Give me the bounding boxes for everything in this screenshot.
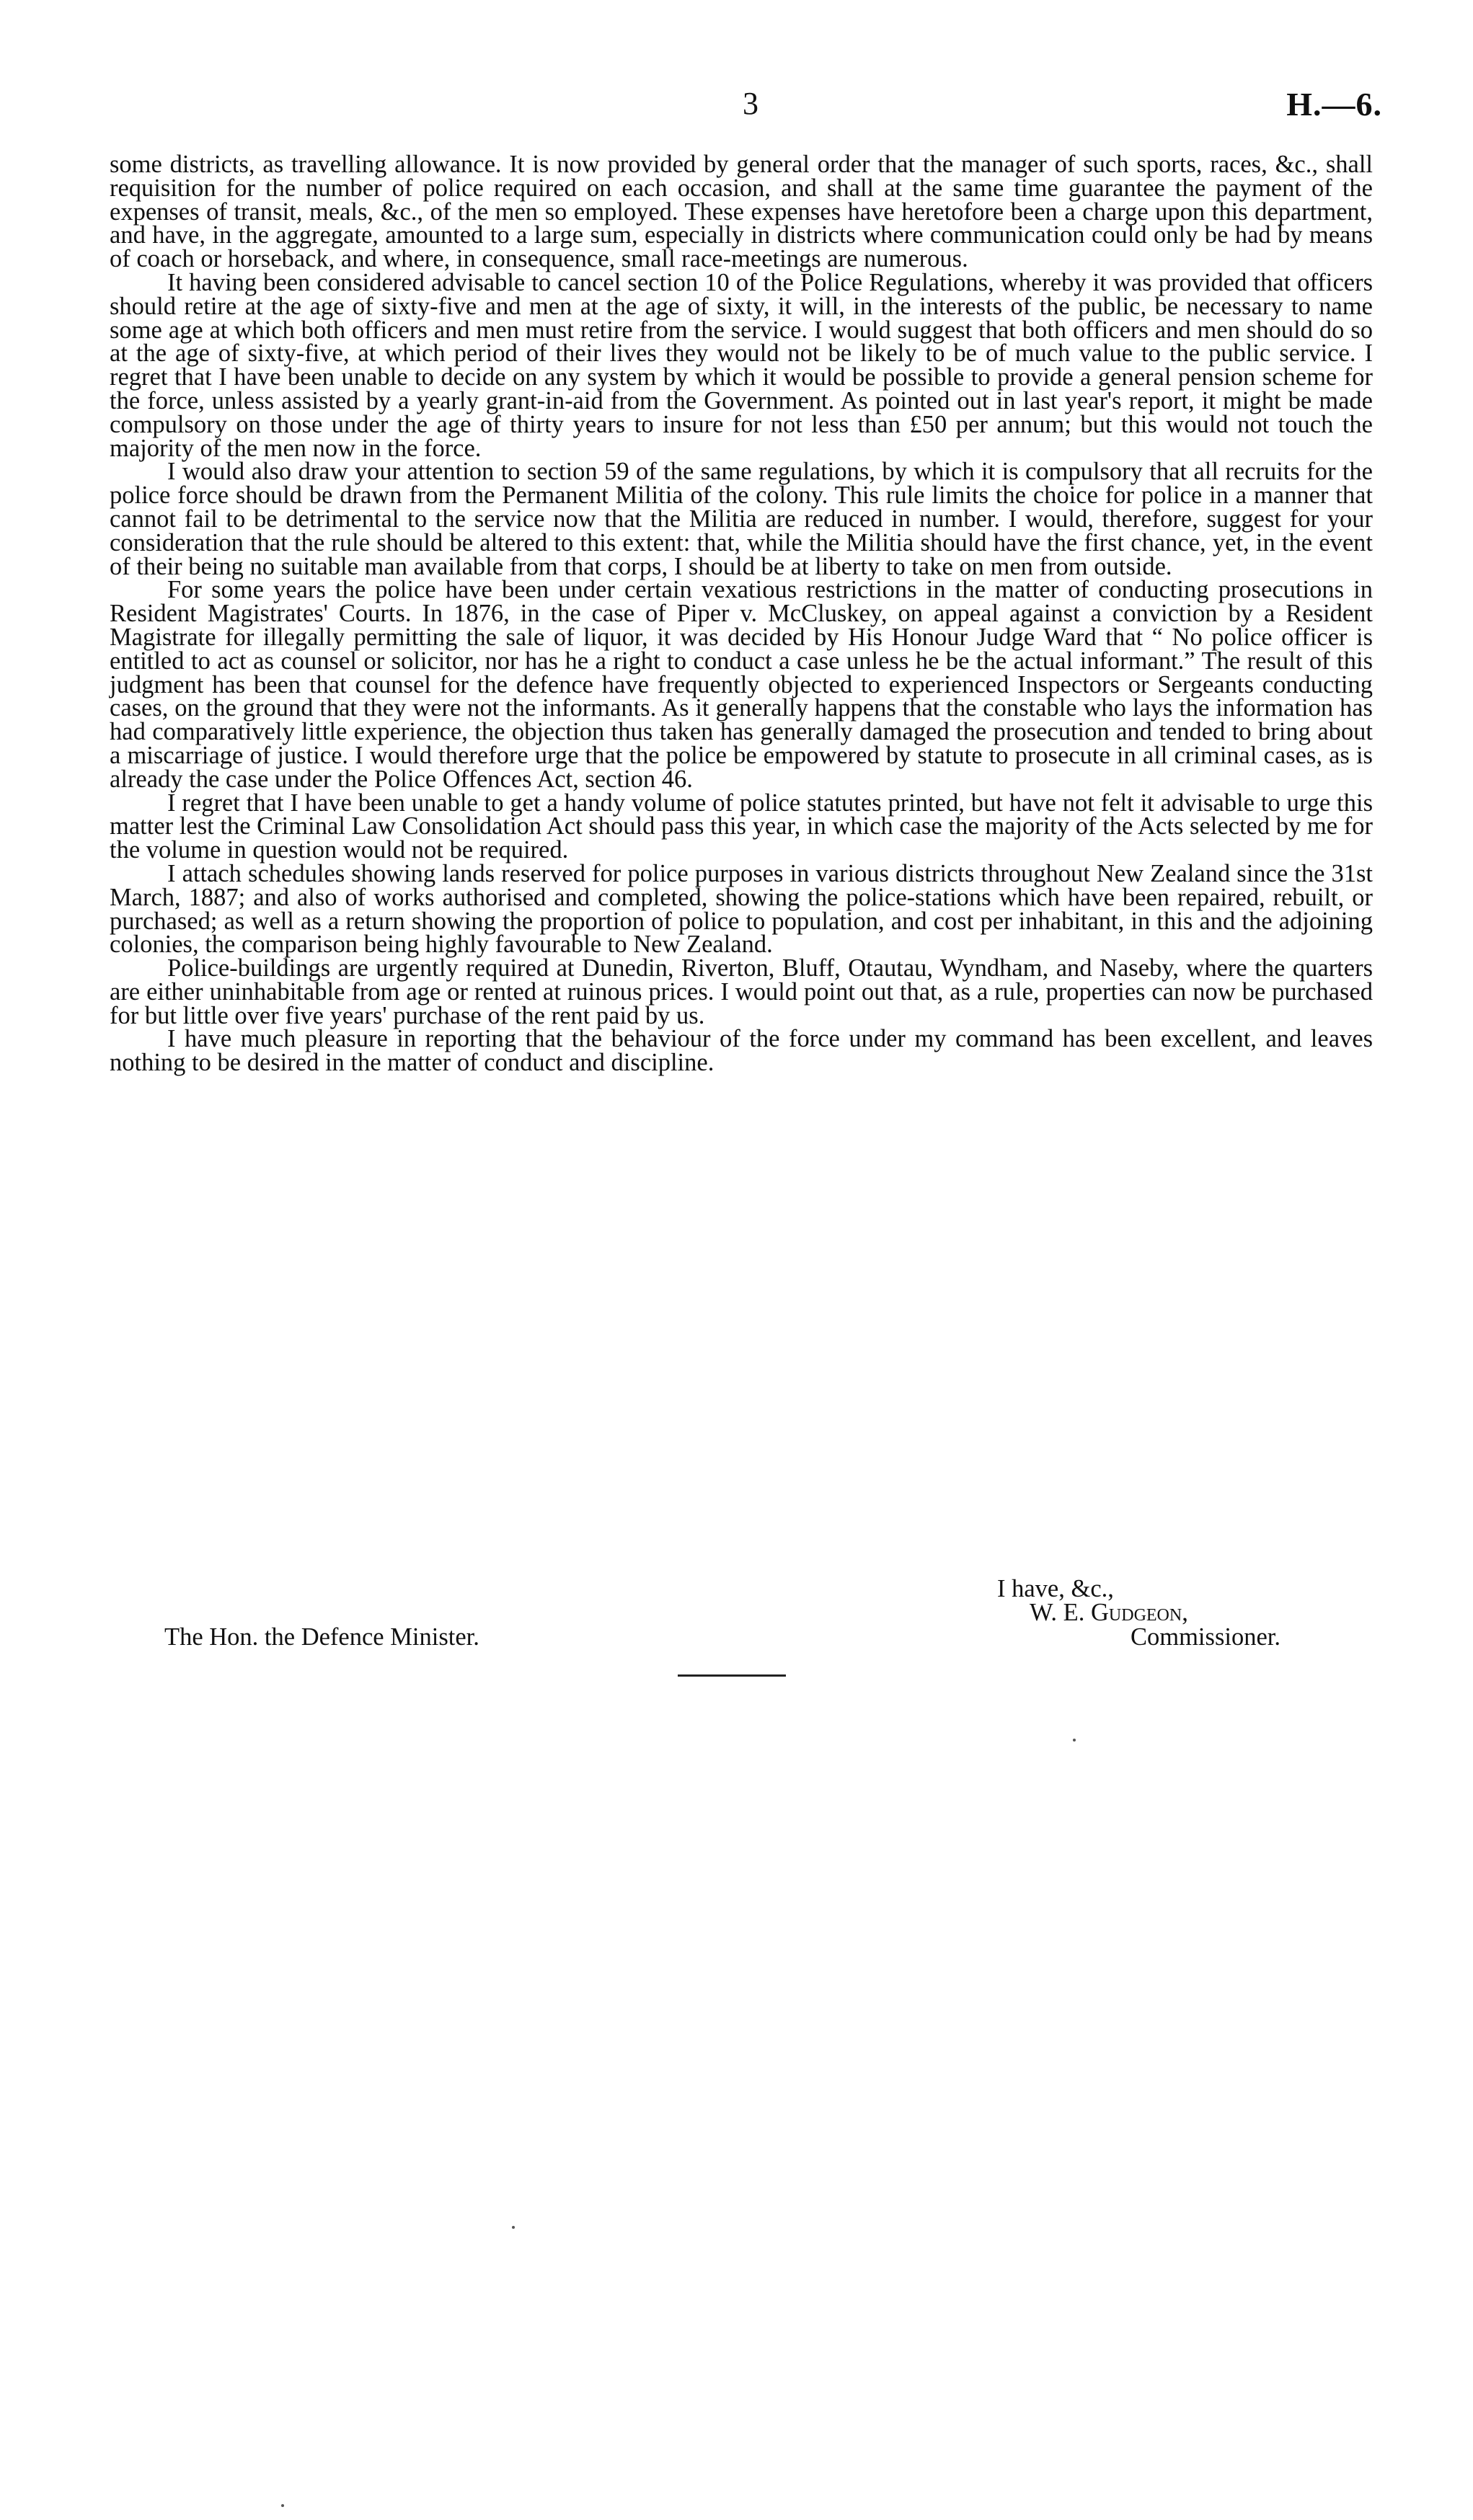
paragraph-retirement-age: It having been considered advisable to cancel section 10 of the Police Regulations, whereby it was provided that officers should retire at the age of sixty-five and men at the age of sixty, it will, in the interests of the public, be necessary to name some age at which both officers and men must retire from the service. I would suggest that both officers and men should do so at the age of sixty-five, at which period of their lives they would not be likely to be of much value to the public service. I regret that I have been unable to decide on any system by which it would be possible to provide a general pension scheme for the force, unless assisted by a yearly grant-in-aid from the Government. As pointed out in last year's report, it might be made compulsory on those under the age of thirty years to insure for not less than £50 per annum; but this would not touch the majority of the men now in the force. [110, 268, 1373, 462]
paragraph-police-statutes: I regret that I have been unable to get a handy volume of police statutes printed, but have not felt it advisable to urge this matter lest the Criminal Law Consolidation Act should pass this year, in which case the majority of the Acts selected by me for the volume in question would not be required. [110, 789, 1373, 864]
signatory-surname: Gudgeon, [1090, 1599, 1188, 1626]
paragraph-schedules: I attach schedules showing lands reserved for police purposes in various districts throughout New Zealand since the 31st March, 1887; and also of works authorised and completed, showing the police-stations which have been repaired, rebuilt, or purchased; as well as a return showing the proportion of police to population, and cost per inhabitant, in this and the adjoining colonies, the comparison being highly favourable to New Zealand. [110, 859, 1373, 959]
closing-rule [678, 1674, 786, 1677]
paragraph-behaviour: I have much pleasure in reporting that the behaviour of the force under my command has been excellent, and leaves nothing to be desired in the matter of conduct and discipline. [110, 1025, 1373, 1077]
scan-speck [281, 2504, 284, 2507]
paragraph-travelling-allowance: some districts, as travelling allowance. It is now provided by general order that the manager of such sports, races, &c., shall requisition for the number of police required on each occasion, and shall at the same time guarantee the payment of the expenses of transit, meals, &c., of the men so employed. These expenses have heretofore been a charge upon this department, and have, in the aggregate, amounted to a large sum, especially in districts where communication could only be had by means of coach or horseback, and where, in consequence, small race-meetings are numerous. [110, 151, 1373, 273]
closing-phrase: I have, &c., [997, 1575, 1114, 1602]
page-header [0, 85, 1473, 128]
signatory-title: Commissioner. [1131, 1623, 1280, 1651]
paragraph-police-buildings: Police-buildings are urgently required at Dunedin, Riverton, Bluff, Otautau, Wyndham, and Naseby, where the quarters are either uninhabitable from age or rented at ruinous prices. I would point out that, as a rule, properties can now be purchased for but little over five years' purchase of the rent paid by us. [110, 954, 1373, 1029]
addressee: The Hon. the Defence Minister. [164, 1623, 479, 1651]
page-number: 3 [743, 86, 758, 121]
paragraph-prosecutions: For some years the police have been under certain vexatious restrictions in the matter of conducting prosecutions in Resident Magistrates' Courts. In 1876, in the case of Piper v. McCluskey, on appeal against a conviction by a Resident Magistrate for illegally permitting the sale of liquor, it was decided by His Honour Judge Ward that “ No police officer is entitled to act as counsel or solicitor, nor has he a right to conduct a case unless he be the actual informant.” The result of this judgment has been that counsel for the defence have frequently objected to experienced Inspectors or Sergeants conducting cases, on the ground that they were not the informants. As it generally happens that the constable who lays the information has had comparatively little experience, the objection thus taken has generally damaged the prosecution and tended to bring about a miscarriage of justice. I would therefore urge that the police be empowered by statute to prosecute in all criminal cases, as is already the case under the Police Offences Act, section 46. [110, 576, 1373, 793]
scan-speck [1073, 1739, 1076, 1742]
document-reference: H.—6. [1286, 86, 1382, 123]
paragraph-recruits-militia: I would also draw your attention to section 59 of the same regulations, by which it is compulsory that all recruits for the police force should be drawn from the Permanent Militia of the colony. This rule limits the choice for police in a manner that cannot fail to be detrimental to the service now that the Militia are reduced in number. I would, therefore, suggest for your consideration that the rule should be altered to this extent: that, while the Militia should have the first chance, yet, in the event of their being no suitable man available from that corps, I should be at liberty to take on men from outside. [110, 458, 1373, 580]
report-body [110, 153, 1373, 1075]
scan-speck [512, 2226, 515, 2229]
signatory-initials: W. E. [1030, 1599, 1085, 1626]
